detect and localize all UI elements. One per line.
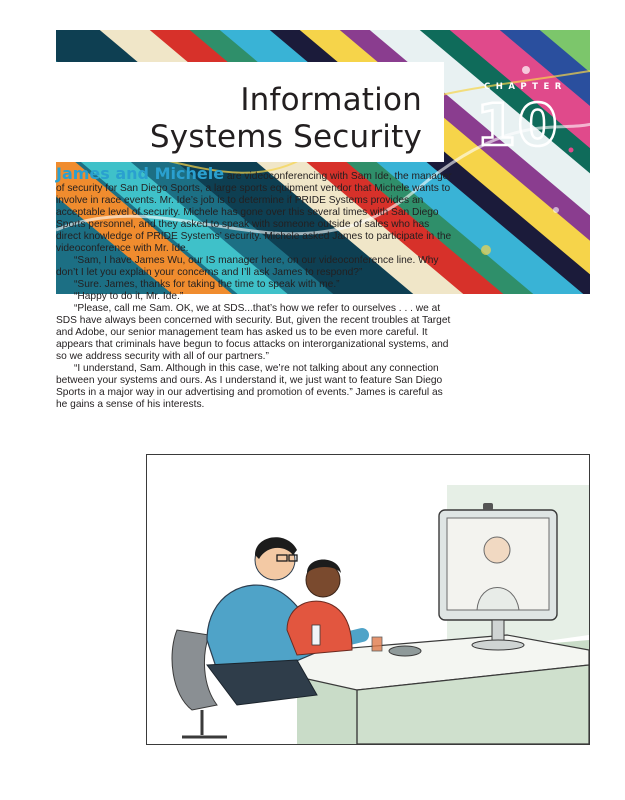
chapter-number: 10 xyxy=(476,91,559,159)
chapter-title-line-1: Information xyxy=(240,82,422,118)
paragraph-4: “Happy to do it, Mr. Ide.” xyxy=(74,291,184,302)
lead-in: James and Michele xyxy=(56,164,225,183)
paragraph-5: “Please, call me Sam. OK, we at SDS...that’s how we refer to ourselves . . . we at SDS have always been concerned with security. But, given the recent troubles at Target and Adobe, our senior management team has asked us to be even more careful. It appears that criminals have begun to focus attacks on interorganizational systems, and so we address security with all of our partners.” xyxy=(56,303,451,362)
paragraph-1-text: are videoconferencing with Sam Ide, the manager of security for San Diego Sports, a large sports equipment vendor that Michele wants to involve in race events. Mr. Ide’s job is to determine if PRIDE Systems provides an acceptable level of security. Michele has gone over this several times with San Diego Sports personnel, and they asked to speak with someone outside of sales who has direct knowledge of PRIDE Systems’ security. Michele asked James to participate in the videoconference with Mr. Ide. xyxy=(56,171,452,254)
chapter-label: CHAPTER xyxy=(484,82,567,92)
chapter-opening-text xyxy=(56,164,452,411)
paragraph-2: “Sam, I have James Wu, our IS manager here, on our videoconference line. Why don’t I let you explain your concerns and I’ll ask James to respond?” xyxy=(56,255,439,278)
chapter-title xyxy=(150,82,422,156)
chapter-title-line-2: Systems Security xyxy=(149,119,422,155)
paragraph-3: “Sure. James, thanks for taking the time to speak with me.” xyxy=(74,279,340,290)
videoconference-illustration xyxy=(146,454,590,745)
paragraph-6: “I understand, Sam. Although in this case, we’re not talking about any connection between your systems and ours. As I understand it, we just want to feature San Diego Sports in a major way in our advertising and promotion of events.” James is careful as he gains a sense of his interests. xyxy=(56,363,443,410)
title-panel xyxy=(56,62,444,162)
paragraph-1 xyxy=(56,164,452,255)
